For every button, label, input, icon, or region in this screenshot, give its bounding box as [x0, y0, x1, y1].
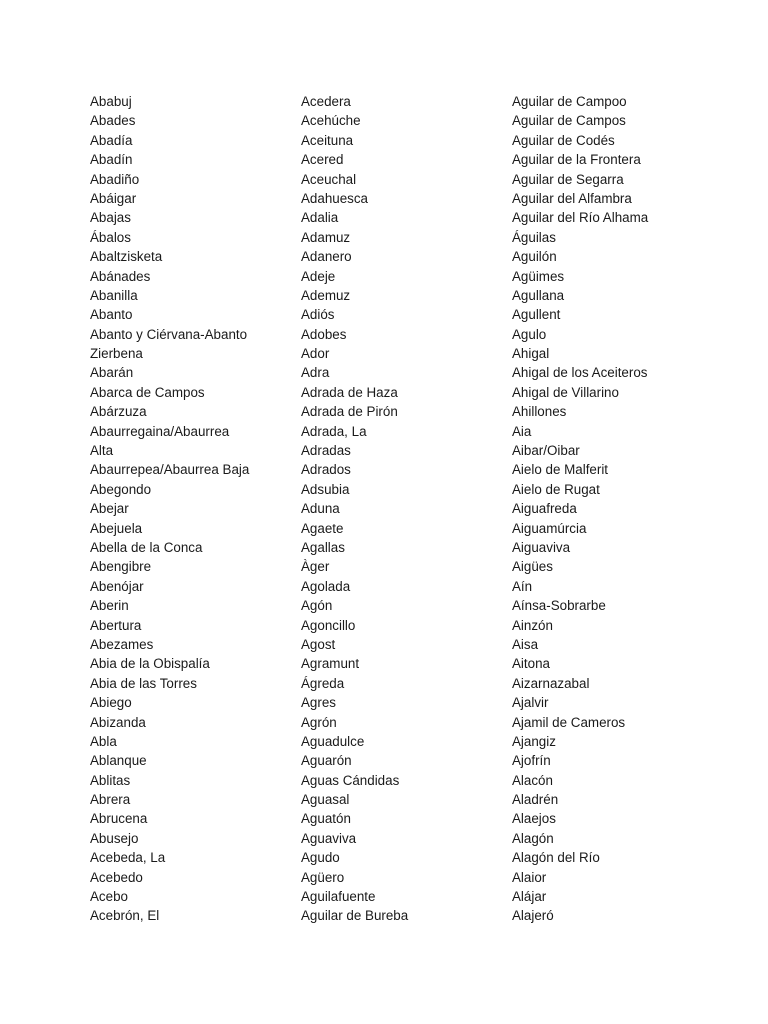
list-item: Agaete	[301, 520, 344, 536]
list-item: Adeje	[301, 268, 336, 284]
list-item: Águilas	[512, 229, 556, 245]
list-item: Aguilafuente	[301, 889, 376, 905]
list-item: Acebo	[90, 889, 128, 905]
list-item: Ábalos	[90, 229, 131, 245]
list-item: Alacón	[512, 772, 553, 788]
list-item: Ajofrín	[512, 753, 551, 769]
list-item: Alaior	[512, 869, 547, 885]
list-item: Abaurregaina/Abaurrea	[90, 423, 230, 439]
list-item: Abanilla	[90, 287, 138, 303]
list-item: Abejuela	[90, 520, 143, 536]
list-item: Abla	[90, 733, 117, 749]
list-item: Aibar/Oibar	[512, 443, 580, 459]
list-item: Adrados	[301, 462, 351, 478]
list-item: Abadín	[90, 152, 133, 168]
list-item: Aguilar del Río Alhama	[512, 210, 649, 226]
list-item: Abertura	[90, 617, 142, 633]
list-item: Adrada de Pirón	[301, 404, 398, 420]
list-item: Aín	[512, 578, 533, 594]
list-item: Aielo de Malferit	[512, 462, 609, 478]
list-item: Abaltzisketa	[90, 249, 163, 265]
list-item: Aínsa-Sobrarbe	[512, 598, 606, 614]
list-item: Aitona	[512, 656, 550, 672]
list-item: Ademuz	[301, 287, 351, 303]
list-item: Aizarnazabal	[512, 675, 590, 691]
list-item: Agudo	[301, 850, 340, 866]
list-item: Agallas	[301, 539, 345, 555]
list-item: Aguilar de Bureba	[301, 908, 409, 924]
list-item: Aguasal	[301, 792, 350, 808]
list-item: Aisa	[512, 636, 539, 652]
list-item: Aguilar de Campos	[512, 113, 626, 129]
list-item: Abarca de Campos	[90, 384, 205, 400]
name-column-3	[512, 92, 648, 926]
list-item: Alajeró	[512, 908, 554, 924]
list-item: Agrón	[301, 714, 337, 730]
list-item: Adrada de Haza	[301, 384, 398, 400]
list-item: Abánades	[90, 268, 151, 284]
list-item: Aguas Cándidas	[301, 772, 400, 788]
list-item: Acered	[301, 152, 344, 168]
list-item: Aielo de Rugat	[512, 481, 600, 497]
list-item: Zierbena	[90, 346, 143, 362]
list-item: Aguilar de Codés	[512, 132, 615, 148]
list-item: Ajalvir	[512, 695, 549, 711]
list-item: Abarán	[90, 365, 134, 381]
list-item: Abia de las Torres	[90, 675, 197, 691]
list-item: Alaejos	[512, 811, 556, 827]
list-item: Aguatón	[301, 811, 351, 827]
list-item: Abegondo	[90, 481, 152, 497]
list-item: Aceuchal	[301, 171, 357, 187]
list-item: Acebedo	[90, 869, 143, 885]
list-item: Alájar	[512, 889, 547, 905]
list-item: Ablitas	[90, 772, 131, 788]
list-item: Aguilar de la Frontera	[512, 152, 641, 168]
list-item: Agoncillo	[301, 617, 356, 633]
list-item: Alagón	[512, 830, 554, 846]
list-item: Aia	[512, 423, 532, 439]
list-item: Adra	[301, 365, 330, 381]
list-item: Abáigar	[90, 190, 137, 206]
list-item: Aguilar de Campoo	[512, 94, 627, 109]
list-item: Agullana	[512, 287, 565, 303]
list-item: Abiego	[90, 695, 132, 711]
list-item: Abades	[90, 113, 136, 129]
list-item: Ajamil de Cameros	[512, 714, 626, 730]
list-item: Abanto y Ciérvana-Abanto	[90, 326, 248, 342]
list-item: Agullent	[512, 307, 561, 323]
list-item: Abenójar	[90, 578, 144, 594]
list-item: Ahigal	[512, 346, 550, 362]
list-item: Agres	[301, 695, 336, 711]
list-item: Àger	[301, 559, 330, 575]
list-item: Aceituna	[301, 132, 354, 148]
list-item: Adalia	[301, 210, 339, 226]
list-item: Acebrón, El	[90, 908, 160, 924]
list-item: Abejar	[90, 501, 129, 517]
list-item: Abaurrepea/Abaurrea Baja	[90, 462, 250, 478]
list-item: Agulo	[512, 326, 547, 342]
list-item: Abizanda	[90, 714, 146, 730]
list-item: Aigües	[512, 559, 553, 575]
list-item: Ababuj	[90, 94, 132, 109]
list-item: Ajangiz	[512, 733, 556, 749]
list-item: Aladrén	[512, 792, 559, 808]
list-item: Aiguafreda	[512, 501, 577, 517]
list-item: Alagón del Río	[512, 850, 600, 866]
list-item: Abella de la Conca	[90, 539, 203, 555]
list-item: Ahigal de los Aceiteros	[512, 365, 648, 381]
list-item: Adanero	[301, 249, 352, 265]
list-item: Ablanque	[90, 753, 147, 769]
list-item: Agón	[301, 598, 333, 614]
list-item: Acehúche	[301, 113, 361, 129]
list-item: Abárzuza	[90, 404, 147, 420]
list-item: Ador	[301, 346, 330, 362]
list-item: Aguilón	[512, 249, 557, 265]
list-item: Abadía	[90, 132, 133, 148]
list-item: Adamuz	[301, 229, 351, 245]
list-item: Abrera	[90, 792, 131, 808]
list-item: Adahuesca	[301, 190, 369, 206]
list-item: Abengibre	[90, 559, 152, 575]
list-item: Aguilar del Alfambra	[512, 190, 632, 206]
list-item: Ainzón	[512, 617, 553, 633]
list-item: Agramunt	[301, 656, 360, 672]
list-item: Adobes	[301, 326, 347, 342]
list-item: Aiguamúrcia	[512, 520, 587, 536]
list-item: Adradas	[301, 443, 351, 459]
list-item: Acedera	[301, 94, 351, 109]
list-item: Abrucena	[90, 811, 148, 827]
list-item: Alta	[90, 443, 114, 459]
list-item: Abanto	[90, 307, 133, 323]
list-item: Adiós	[301, 307, 335, 323]
list-item: Adsubia	[301, 481, 350, 497]
list-item: Agost	[301, 636, 336, 652]
list-item: Abusejo	[90, 830, 139, 846]
list-item: Ahillones	[512, 404, 567, 420]
list-item: Aguarón	[301, 753, 352, 769]
list-item: Abia de la Obispalía	[90, 656, 210, 672]
list-item: Aguilar de Segarra	[512, 171, 624, 187]
list-item: Abezames	[90, 636, 154, 652]
list-item: Aguadulce	[301, 733, 365, 749]
name-column-1	[90, 92, 249, 926]
name-column-2	[301, 92, 408, 926]
list-item: Agüero	[301, 869, 345, 885]
list-item: Ágreda	[301, 675, 345, 691]
list-item: Abadiño	[90, 171, 140, 187]
list-item: Aberin	[90, 598, 129, 614]
list-item: Adrada, La	[301, 423, 367, 439]
list-item: Aduna	[301, 501, 340, 517]
list-item: Acebeda, La	[90, 850, 166, 866]
list-item: Aiguaviva	[512, 539, 571, 555]
list-item: Agüimes	[512, 268, 565, 284]
list-item: Abajas	[90, 210, 131, 226]
list-item: Agolada	[301, 578, 351, 594]
list-item: Aguaviva	[301, 830, 357, 846]
list-item: Ahigal de Villarino	[512, 384, 619, 400]
